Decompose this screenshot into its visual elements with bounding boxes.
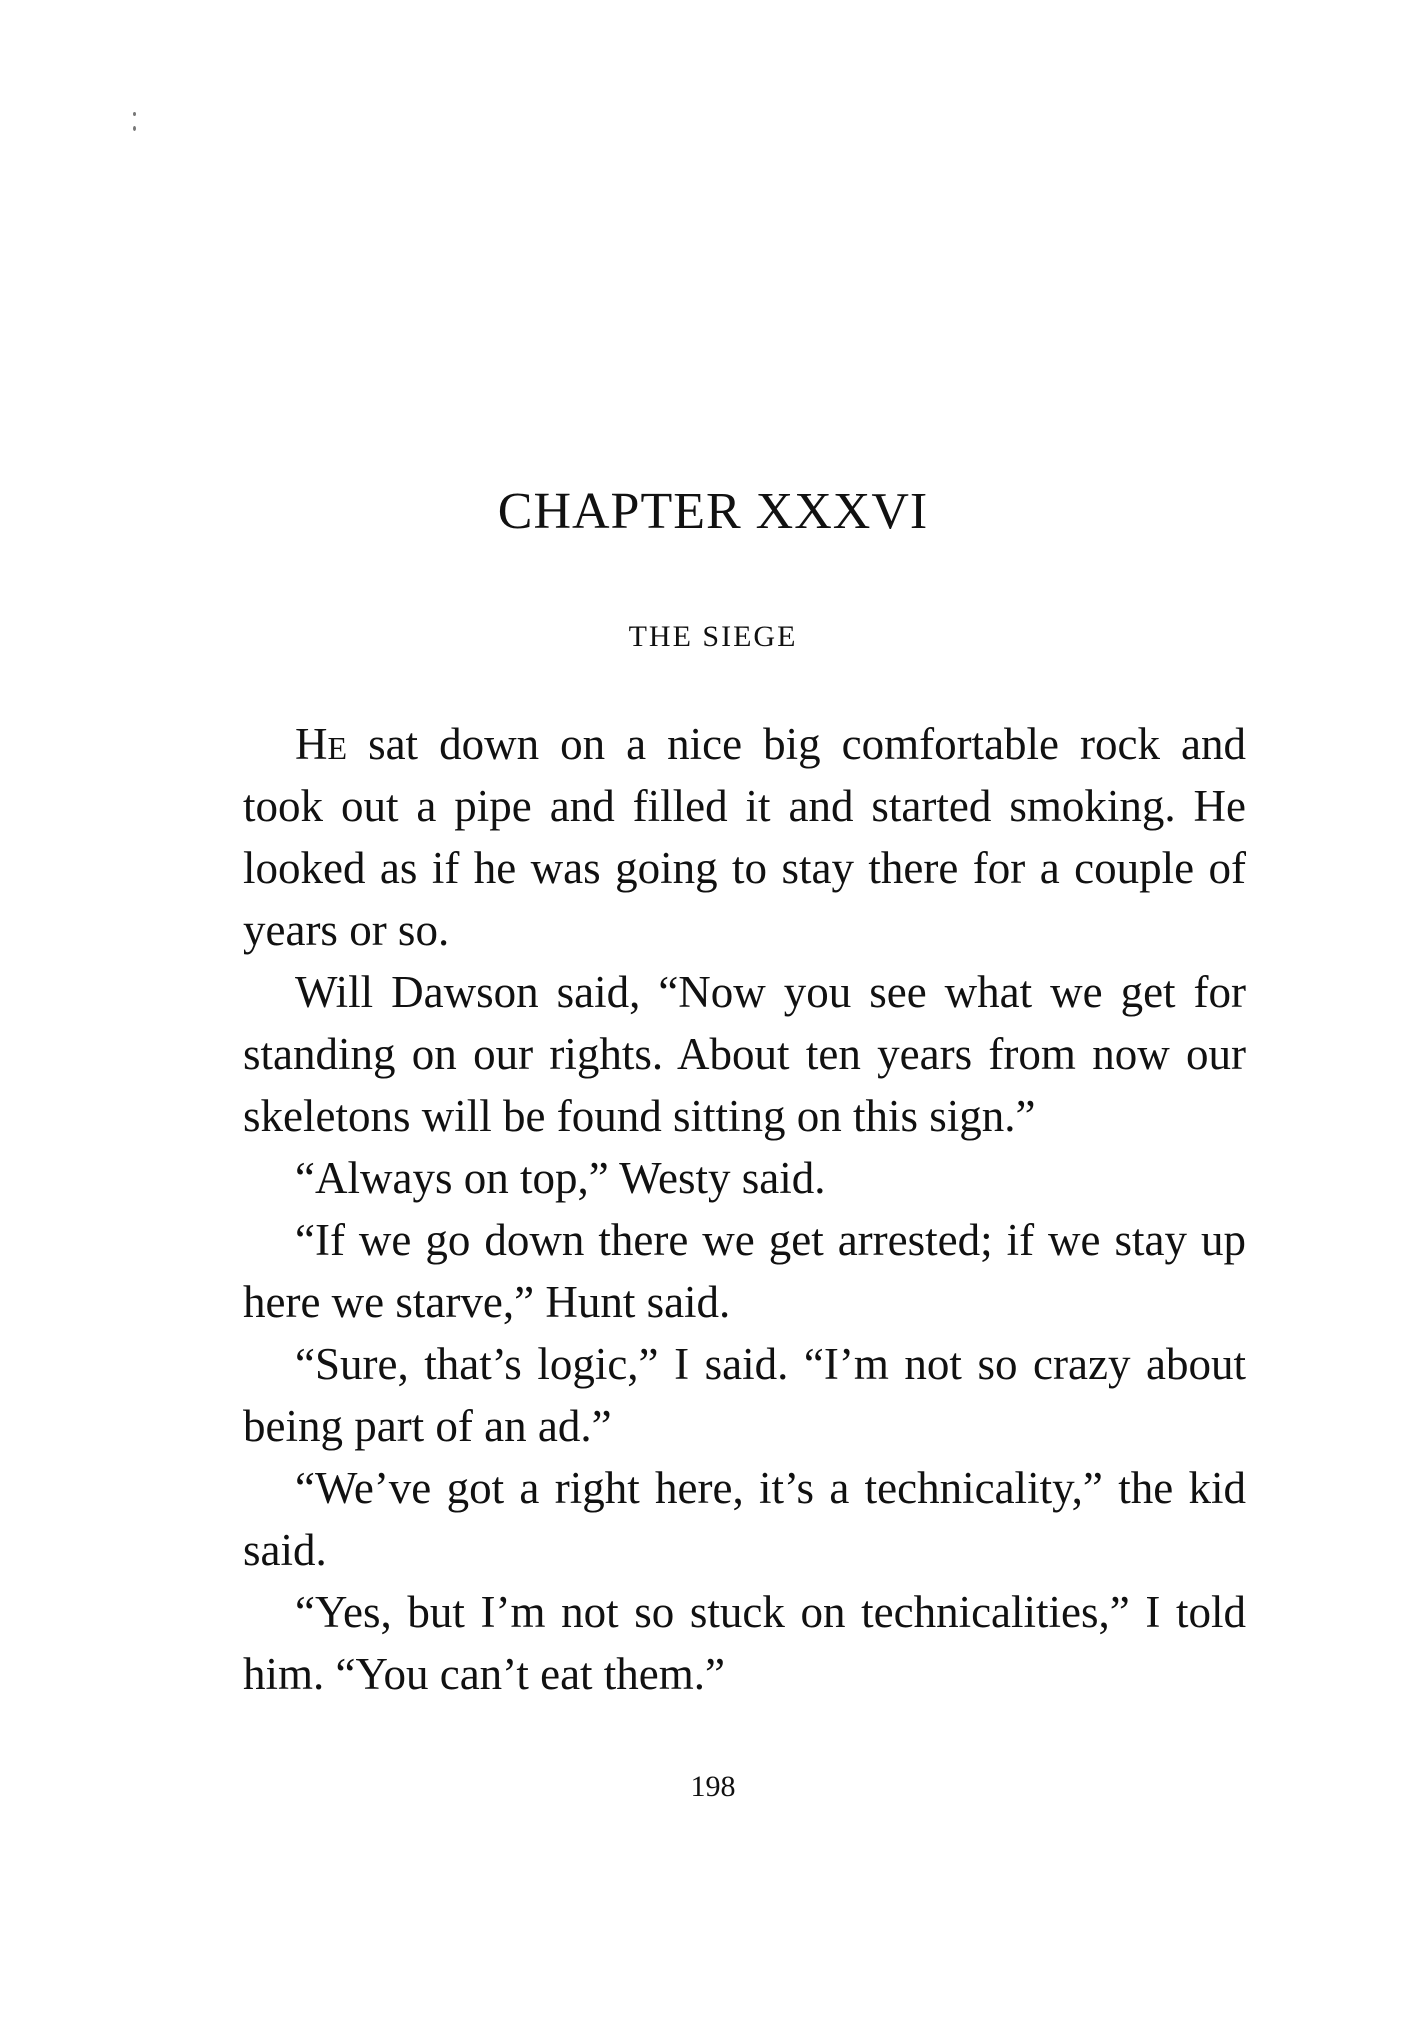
page-speck	[133, 126, 136, 131]
paragraph-text: “Sure, that’s logic,” I said. “I’m not so crazy about being part of an ad.”	[243, 1339, 1246, 1451]
page-speck	[133, 112, 136, 116]
section-title: THE SIEGE	[628, 620, 798, 653]
paragraph-text: sat down on a nice big comfortable rock and took out a pipe and filled it and started smoking. He looked as if he was going to stay there for a couple of years or so.	[243, 719, 1246, 955]
paragraph	[243, 1457, 1246, 1581]
paragraph	[243, 1147, 1246, 1209]
page-number: 198	[690, 1770, 736, 1803]
paragraph-text: “We’ve got a right here, it’s a technicality,” the kid said.	[243, 1463, 1246, 1575]
paragraph	[243, 1209, 1246, 1333]
chapter-title: CHAPTER XXXVI	[497, 483, 929, 540]
paragraph	[243, 1581, 1246, 1705]
paragraph-text: “Yes, but I’m not so stuck on technicalities,” I told him. “You can’t eat them.”	[243, 1587, 1246, 1699]
paragraph	[243, 713, 1246, 961]
paragraph-text: Will Dawson said, “Now you see what we get for standing on our rights. About ten years from now our skeletons will be found sitting on this sign.”	[243, 967, 1246, 1141]
paragraph	[243, 1333, 1246, 1457]
body-text	[243, 713, 1246, 1705]
paragraph-text: “Always on top,” Westy said.	[295, 1153, 826, 1203]
paragraph-lead: He	[295, 719, 348, 769]
paragraph-text: “If we go down there we get arrested; if we stay up here we starve,” Hunt said.	[243, 1215, 1246, 1327]
paragraph	[243, 961, 1246, 1147]
